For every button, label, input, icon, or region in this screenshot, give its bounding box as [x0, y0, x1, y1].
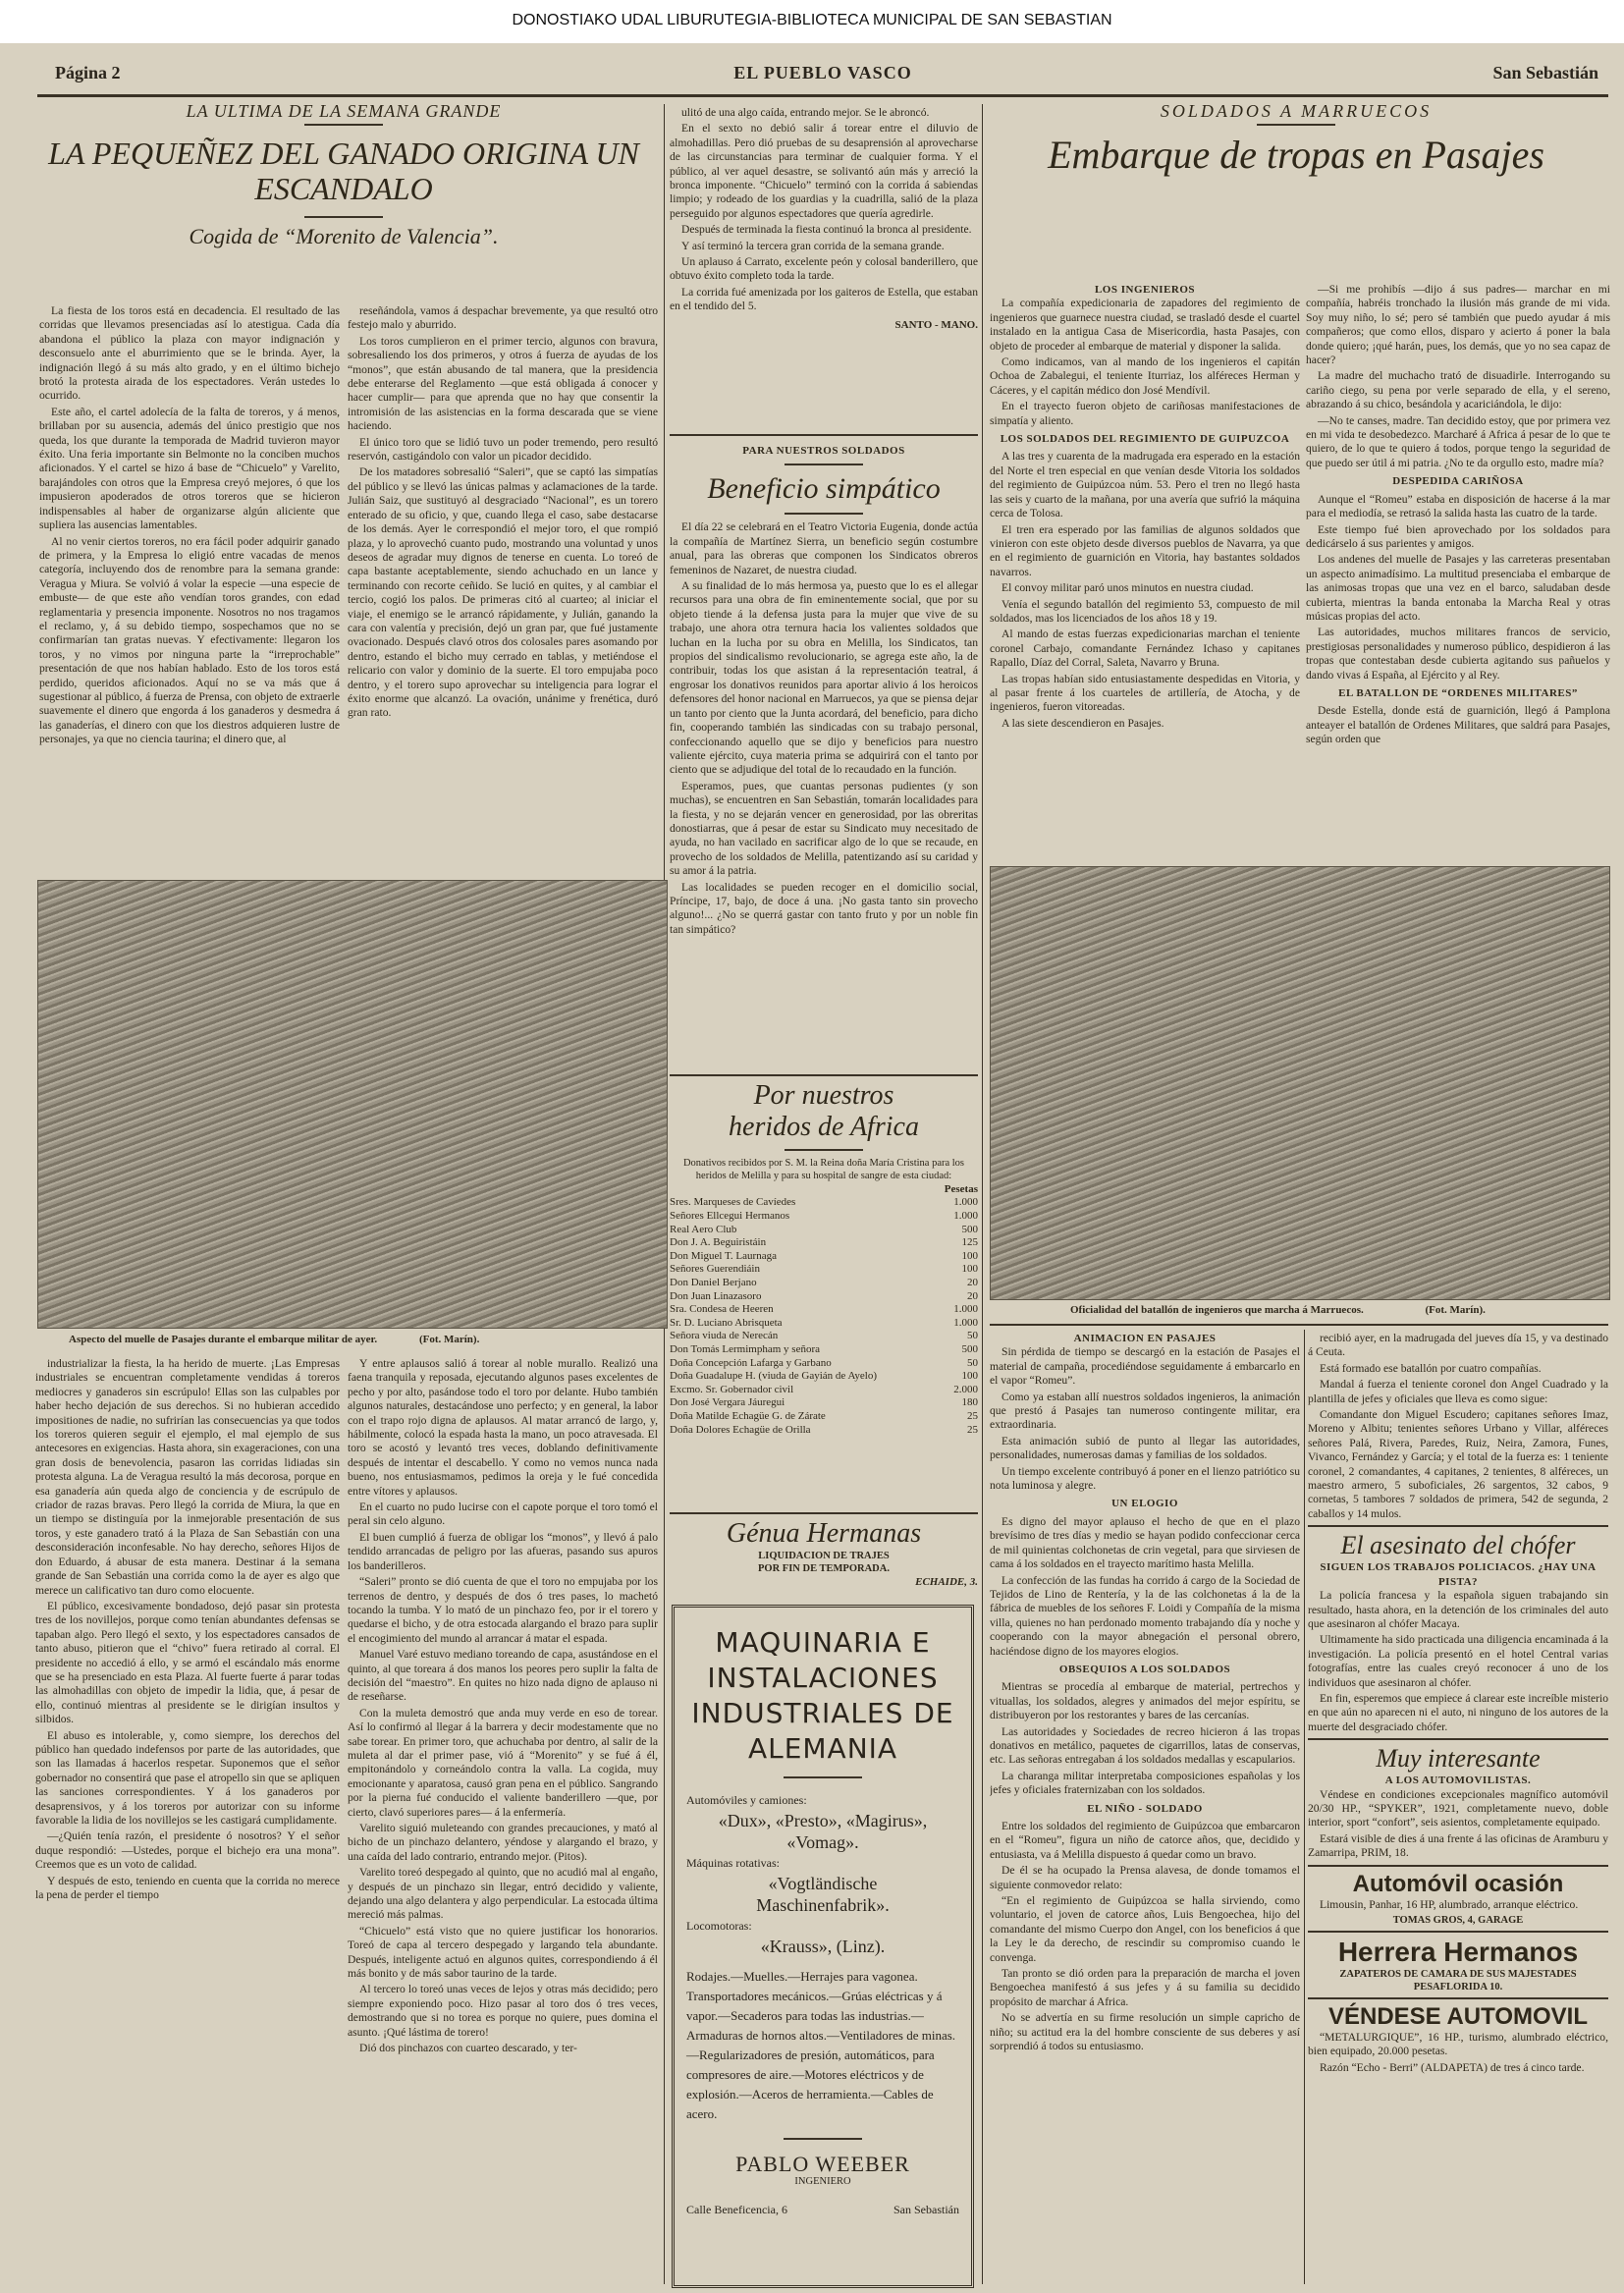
donor-name: Don Tomás Lermimpham y señora — [670, 1342, 820, 1355]
divider — [785, 464, 863, 465]
paragraph: Las autoridades, muchos militares francos de servicio, prestigiosas personalidades y numeroso público, despidieron á las tropas que contestaban desde cubierta agitando sus pañuelos y dando vivas á España, al Ejército y al Rey. — [1306, 626, 1610, 682]
donor-name: Señora viuda de Nerecán — [670, 1330, 779, 1342]
newspaper-page — [0, 43, 1624, 2293]
section-rule — [670, 1512, 978, 1514]
donation-row — [670, 1330, 978, 1343]
company-name: PABLO WEEBER — [735, 2152, 910, 2176]
newspaper-name: EL PUEBLO VASCO — [733, 63, 912, 82]
paragraph: Un tiempo excelente contribuyó á poner en el lienzo patriótico su nota luminosa y alegre. — [990, 1464, 1300, 1493]
donation-row — [670, 1384, 978, 1397]
paragraph: Venía el segundo batallón del regimiento 53, compuesto de mil soldados, mas los licenciados de los años 18 y 19. — [990, 597, 1300, 625]
beneficio-title: Beneficio simpático — [707, 472, 941, 506]
paragraph: Mandal á fuerza el teniente coronel don Angel Cuadrado y la plantilla de jefes y oficiales que lleva es como sigue: — [1308, 1378, 1608, 1405]
section-rule — [670, 1074, 978, 1076]
paragraph: No se advertía en su firme resolución un simple capricho de niño; su actitud era la del hombre consciente de sus deberes y así sorprendió á todos su entusiasmo. — [990, 2011, 1300, 2053]
paragraph: recibió ayer, en la madrugada del jueves día 15, y va destinado á Ceuta. — [1308, 1332, 1608, 1359]
donation-row — [670, 1196, 978, 1210]
paragraph: “Saleri” pronto se dió cuenta de que el toro no empujaba por los terrenos de dentro, y después de dos ó tres pases, lo machetó tocando la tumba. Y lo mató de un pinchazo feo, por ir el torero y quedarse el bicho, y de otra estocada alargando el brazo para suplir el encogimiento del mundo al arrancar á matar el espada. — [348, 1575, 658, 1645]
heridos-title: Por nuestros heridos de Africa — [729, 1080, 919, 1142]
paragraph: Manuel Varé estuvo mediano toreando de capa, asustándose en el quinto, al que toreara á dos manos los peores pero suplir la falta de decisión del “maestro”. En quites no hizo nada digno de aplauso ni de reseñarse. — [348, 1648, 658, 1704]
donation-amount: 125 — [961, 1236, 978, 1249]
cars-label: Automóviles y camiones: — [686, 1793, 807, 1807]
donation-amount: 180 — [961, 1396, 978, 1409]
pier-photo — [37, 880, 668, 1329]
paragraph: Y así terminó la tercera gran corrida de la semana grande. — [681, 239, 945, 252]
muy-interesante-subhead: A LOS AUTOMOVILISTAS. — [1384, 1774, 1532, 1787]
engines-label: Máquinas rotativas: — [686, 1856, 780, 1870]
ocasion-address: TOMAS GROS, 4, GARAGE — [1392, 1915, 1524, 1926]
column-rule — [982, 104, 983, 2284]
donor-name: Doña Guadalupe H. (viuda de Gayián de Ayelo) — [670, 1370, 877, 1383]
paragraph: Las tropas habían sido entusiastamente despedidas en Vitoria, y al pasar frente á los cuarteles de artillería, de Atocha, y de ingenieros, fueron vitoreadas. — [990, 672, 1300, 714]
herrera-title: Herrera Hermanos — [1337, 1937, 1579, 1967]
bullfight-subtitle: Cogida de “Morenito de Valencia”. — [189, 224, 499, 249]
vende-title: VÉNDESE AUTOMOVIL — [1327, 2003, 1589, 2030]
paragraph: El buen cumplió á fuerza de obligar los “monos”, y llevó á palo tendido arrancadas de peligro por las afueras, pasando sus apuros los banderilleros. — [348, 1530, 658, 1572]
donation-amount: 100 — [961, 1249, 978, 1262]
chofer-title: El asesinato del chófer — [1340, 1531, 1576, 1560]
subhead-obsequios: OBSEQUIOS A LOS SOLDADOS — [1058, 1663, 1231, 1675]
paragraph: Aunque el “Romeu” estaba en disposición de hacerse á la mar para el mediodía, se retrasó la salida hasta las cuatro de la tarde. — [1306, 492, 1610, 520]
paragraph: La confección de las fundas ha corrido á cargo de la Sociedad de Tejidos de Lino de Rentería, y la de las colchonetas á la de la fábrica de muebles de los señores F. Loidi y Compañía de la misma villa, quienes no han perdonado momento trabajando día y noche y cooperando con la mayor abnegación el personal obrero, haciéndose digno de los mayores elogios. — [990, 1573, 1300, 1658]
paragraph: El día 22 se celebrará en el Teatro Victoria Eugenia, donde actúa la compañía de Martínez Sierra, un beneficio según costumbre anual, para las obreras que componen los Sindicatos obreros femeninos de Nazaret, de nuestra ciudad. — [670, 520, 978, 576]
donor-name: Señores Ellcegui Hermanos — [670, 1210, 790, 1222]
herrera-subtitle: ZAPATEROS DE CAMARA DE SUS MAJESTADES — [1339, 1969, 1577, 1980]
paragraph: reseñándola, vamos á despachar brevemente, ya que resultó otro festejo malo y aburrido. — [348, 304, 658, 332]
locos-label: Locomotoras: — [686, 1919, 752, 1933]
donor-name: Don José Vergara Jáuregui — [670, 1396, 785, 1409]
donor-name: Sra. Condesa de Heeren — [670, 1303, 774, 1316]
paragraph: A su finalidad de lo más hermosa ya, puesto que lo es el allegar recursos para una obra de fin eminentemente social, que por su objeto tiende á la defensa justa para la mujer que vive de su trabajo, une ahora otra ternura hacia los valientes soldados que luchan en la lucha por su obra en Melilla, los Sindicatos, tan propios del sindicalismo revolucionario, se agrega este año, la de contribuir, todas los que asistan á la representación teatral, á engrosar los donativos reunidos para aportar alivio á los heroicos defensores del honor nacional en Marruecos, ya que se piensa dejar un tanto por ciento que la Junta acordará, del beneficio, para dicho fin, cooperando también las sindicadas con su trabajo personal, confeccionando aquello que se dijo y beneficios para nuestro valiente ejército, cuya materia prima se adquirirá con el tanto por ciento que se adjudique del total de lo recaudado en la función. — [670, 579, 978, 777]
divider — [785, 513, 863, 515]
divider — [785, 1149, 863, 1151]
page-number: Página 2 — [55, 63, 121, 82]
locos-brand: «Krauss», (Linz). — [760, 1937, 886, 1956]
divider — [1308, 1997, 1608, 1999]
paragraph: Ultimamente ha sido practicada una diligencia encaminada á la investigación. La policía presentó en el hotel Central varias fotografías, entre las cuales creyó reconocer á uno de los individuos que asesinaron al chófer. — [1308, 1633, 1608, 1689]
donation-amount: 50 — [967, 1356, 978, 1369]
paragraph: Con la muleta demostró que anda muy verde en eso de torear. Así lo confirmó al llegar á la barrera y decir modestamente que no sabe torear. En primer toro, que achuchaba por dentro, al salir de la muleta al dar el primer pase, vió á “Morenito” y se fué á él, empitonándolo y corneándolo contra la valla. La cogida, muy emocionante y aparatosa, causó gran pena en el público. Sangrando por la pierna fué conducido el valiente banderillero —que, por cierto, clavó superiores pares— á la enfermería. — [348, 1706, 658, 1819]
donation-amount: 20 — [967, 1289, 978, 1302]
paragraph: La compañía expedicionaria de zapadores del regimiento de ingenieros que guarnece nuestra ciudad, se trasladó desde el cuartel instalado en la antigua Casa de Misericordia, hasta Pasajes, con objeto de proceder al embarque de material y disponer la salida. — [990, 297, 1300, 353]
paragraph: ulitó de una algo caída, entrando mejor. Se le abroncó. — [681, 106, 930, 119]
divider — [304, 124, 383, 126]
donation-amount: 1.000 — [953, 1196, 978, 1209]
genua-name: Génua Hermanas — [726, 1518, 922, 1549]
bullfight-col-3 — [670, 106, 978, 430]
signature: SANTO - MANO. — [894, 318, 978, 331]
paragraph: La charanga militar interpretaba composiciones españolas y los jefes y oficiales fraternizaban con los soldados. — [990, 1769, 1300, 1797]
donation-amount: 2.000 — [953, 1383, 978, 1395]
marruecos-kicker: SOLDADOS A MARRUECOS — [1160, 104, 1433, 121]
marruecos-header — [986, 104, 1606, 251]
paragraph: Estará visible de dies á una frente á las oficinas de Aramburu y Zamarripa, PRIM, 18. — [1308, 1831, 1608, 1860]
paragraph: Al no venir ciertos toreros, no era fácil poder adquirir ganado de primera, y la Empresa lo eligió entre vacadas de menos categoría, incluyendo dos de renombre para la semana grande: Veragua y Miura. Se volvió á volar la especie —una especie de embuste— de que este año vendían toros grandes, con edad reglamentaria y presencia imponente. Nosotros no nos tragamos el reclamo, y, á su debido tiempo, sospechamos que no se confirmarían tan gratas nuevas. Y efectivamente: llegaron los toros, y no vimos por ninguna parte la “irreprochable” presentación de que nos habían hablado. Esto de los toros está perdido, queridos aficionados. Aquí no se va más que á sugestionar al público, á fuerza de Prensa, con objeto de extraerle suavemente el dinero que engorda á los ganaderos y desmedra á las ganaderías, el dinero con que los diestros adquieren lustre de personajes, ya que no ciencia taurina; el dinero que, al — [39, 534, 340, 746]
subhead-despedida: DESPEDIDA CARIÑOSA — [1392, 475, 1524, 488]
donor-name: Don Daniel Berjano — [670, 1276, 757, 1288]
heridos-intro: Donativos recibidos por S. M. la Reina doña María Cristina para los heridos de Melilla y para su hospital de sangre de esta ciudad: — [682, 1158, 965, 1181]
paragraph: Dió dos pinchazos con cuarteo descarado, y ter- — [359, 2042, 577, 2055]
paragraph: Al tercero lo toreó unas veces de lejos y otras más decidido; pero siempre exponiendo poco. Hizo pasar al toro dos ó tres veces, demostrando que si no torea es porque no quiere, pues domina el asunto. ¡Qué lástima de torero! — [348, 1983, 658, 2039]
paragraph: Los toros cumplieron en el primer tercio, algunos con bravura, sobresaliendo los dos primeros, y otros á fuerza de ayudas de los “monos”, que están abusando de tal manera, que la presidencia debe enterarse del Reglamento —que está obligada á conocer y hacer cumplir— para que aprenda que no hay que consentir la intromisión de las asistencias en la forma descarada que se viene haciendo. — [348, 334, 658, 433]
cars-brands: «Dux», «Presto», «Magirus», «Vomag». — [718, 1811, 928, 1852]
engines-brand: «Vogtländische Maschinenfabrik». — [756, 1874, 890, 1915]
donation-row — [670, 1370, 978, 1384]
paragraph: Entre los soldados del regimiento de Guipúzcoa que embarcaron en el “Romeu”, figura un niño de catorce años, que, decidido y entusiasta, va á Melilla dispuesto á quedar como un bravo. — [990, 1820, 1300, 1861]
paragraph: Véndese en condiciones excepcionales magnífico automóvil 20/30 HP., “SPYKER”, 1921, completamente nuevo, doble interior, sport “confort”, seis asientos, completamente equipado. — [1308, 1787, 1608, 1829]
donor-name: Sres. Marqueses de Cavíedes — [670, 1196, 796, 1209]
donation-amount: 1.000 — [953, 1316, 978, 1329]
company-address: Calle Beneficencia, 6 San Sebastián — [686, 2203, 959, 2216]
marruecos-col-1 — [990, 283, 1300, 872]
donation-row — [670, 1317, 978, 1331]
paragraph: A las siete descendieron en Pasajes. — [1001, 716, 1164, 730]
marruecos-title: Embarque de tropas en Pasajes — [1048, 133, 1544, 178]
donation-amount: 1.000 — [953, 1303, 978, 1316]
paragraph: Las autoridades y Sociedades de recreo hicieron á las tropas donativos en metálico, paquetes de cigarrillos, latas de conservas, etc. Las señoras entregaban á los soldados medallas y escapularios. — [990, 1724, 1300, 1767]
paragraph: El tren era esperado por las familias de algunos soldados que vinieron con este objeto desde diversos pueblos de Navarra, ya que en el regimiento de guarnición en Vitoria, hay bastantes soldados navarros. — [990, 522, 1300, 578]
paragraph: Varelito siguió muleteando con grandes precauciones, y mató al bicho de un pinchazo delantero, yéndose y alargando el brazo, y una caída del lado contrario, entrando mejor. (Pitos). — [348, 1822, 658, 1863]
paragraph: Limousin, Panhar, 16 HP, alumbrado, arranque eléctrico. — [1320, 1897, 1579, 1911]
ocasion-title: Automóvil ocasión — [1352, 1870, 1564, 1897]
donation-list — [670, 1196, 978, 1437]
genua-address: ECHAIDE, 3. — [915, 1576, 978, 1588]
donation-row — [670, 1303, 978, 1317]
donation-row — [670, 1236, 978, 1250]
paragraph: Los andenes del muelle de Pasajes y las carreteras presentaban un aspecto animadísimo. La multitud presenciaba el embarque de las animosas tropas que una vez en el barco, saludaban desde cubierta, mientras la banda entonaba la Marcha Real y otras músicas propias del acto. — [1306, 553, 1610, 623]
donation-amount: 500 — [961, 1342, 978, 1355]
donation-row — [670, 1224, 978, 1237]
right-bottom-col — [1308, 1332, 1608, 2286]
paragraph: La fiesta de los toros está en decadencia. El resultado de las corridas que llevamos presenciadas así lo atestigua. Cada día abandona el público la plaza con mayor indignación y desconsuelo ante el aburrimiento que se le brinda. Ayer, la indignación llegó á su más alto grado, y en el último bichejo brotó la protesta airada de los espectadores. Verán ustedes lo ocurrido. — [39, 304, 340, 403]
paragraph: La corrida fué amenizada por los gaiteros de Estella, que estaban en el tendido del 5. — [670, 285, 978, 313]
herrera-address: PESAFLORIDA 10. — [1413, 1982, 1503, 1993]
paragraph: Sin pérdida de tiempo se descargó en la estación de Pasajes el material de campaña, procediéndose seguidamente á embarcarlo en el vapor “Romeu”. — [990, 1345, 1300, 1388]
divider — [1308, 1865, 1608, 1867]
donor-name: Don J. A. Beguiristáin — [670, 1236, 767, 1249]
section-rule — [990, 1324, 1608, 1326]
donation-amount: 500 — [961, 1223, 978, 1235]
donation-row — [670, 1343, 978, 1357]
donation-row — [670, 1396, 978, 1410]
donation-amount: 25 — [967, 1409, 978, 1422]
masthead-rule — [37, 94, 1608, 97]
paragraph: industrializar la fiesta, la ha herido de muerte. ¡Las Empresas industriales se encuentran completamente vendidas á toreros mediocres y ganaderos sin escrúpulo! Ellas son las culpables por haber hecho dejación de sus derechos. Si no hubieran accedido impositiones de nadie, no sufrirían las consecuencias ya que todos los toreros quieren seguir el ejemplo, el mal ejemplo de sus antecesores en exigencias. Hasta ahora, sin exageraciones, con una gran dosis de benevolencia, pasaron las corridas lidiadas sin protesta alguna. La de Veragua resultó la más decorosa, porque en esa ganadería aún queda algo de conciencia y de escrúpulo de criador de razas bravas. Pero llegó la corrida de Miura, la que en un tiempo se distinguía por la inmejorable presentación de sus toros, y este ganadero trató á la Plaza de San Sebastián con una desconsideración inconfesable. No hay derecho, señores Hijos de don Eduardo, á abusar de esta manera. Destinar á la semana grande de San Sebastián una corrida como la de ayer es algo que merece un calificativo tan duro como elocuente. — [35, 1357, 340, 1597]
paragraph: Después de terminada la fiesta continuó la bronca al presidente. — [681, 223, 972, 237]
subhead-ingenieros: LOS INGENIEROS — [1094, 284, 1196, 296]
bullfight-col-2 — [348, 304, 658, 894]
subhead-nino: EL NIÑO - SOLDADO — [1087, 1802, 1203, 1815]
bullfight-col-1 — [39, 304, 340, 894]
donation-amount: 25 — [967, 1423, 978, 1436]
divider — [784, 2138, 862, 2140]
paragraph: “Chicuelo” está visto que no quiere justificar los honorarios. Toreó de capa al tercero despegado y largando tela abundante. Después, inteligente actuó en algunos quites, correspondiendo á él más bonito y de más sabor taurino de la tarde. — [348, 1924, 658, 1981]
paragraph: Varelito toreó despegado al quinto, que no acudió mal al engaño, y después de un pinchazo sin llegar, entró decidido y valiente, dejando una algo delantera y algo perpendicular. La estocada última mereció más palmas. — [348, 1866, 658, 1922]
company-role: INGENIERO — [794, 2176, 851, 2187]
masthead — [37, 63, 1608, 90]
products-list: Rodajes.—Muelles.—Herrajes para vagonea. Transportadores mecánicos.—Grúas eléctricas y á vapor.—Secaderos para todas las industrias.—Armaduras de hornos altos.—Ventiladores de minas.—Regularizadores de presión, automáticos, para compresores de aire.—Motores eléctricos y de explosión.—Aceros de herramienta.—Cables de acero. — [686, 1969, 956, 2121]
paragraph: Y entre aplausos salió á torear al noble murallo. Realizó una faena tranquila y reposada, ejecutando algunos pases excelentes de pecho y por alto, pasándose todo el toro por delante. Hubo también algunos naturales, destacándose uno perfecto; y en general, la labor con el trapo rojo digna de aplausos. Al matar arrancó de largo, y, hábilmente, colocó la espada hasta la mano, un poco atravesada. El toro se acostó y levantó tres veces, doblando definitivamente después de intentar el descabello. Y como no vemos nunca nada bueno, nos entusiasmamos, pedimos la oreja y le fué concedida entre vítores y aplausos. — [348, 1357, 658, 1498]
divider — [1308, 1931, 1608, 1933]
donation-amount: 1.000 — [953, 1210, 978, 1222]
divider — [1308, 1525, 1608, 1527]
paragraph: Y después de esto, teniendo en cuenta que la corrida no merece la pena de perder el tiempo — [35, 1874, 340, 1902]
donor-name: Excmo. Sr. Gobernador civil — [670, 1383, 794, 1395]
section-rule — [670, 434, 978, 436]
paragraph: De él se ha ocupado la Prensa alavesa, de donde tomamos el siguiente conmovedor relato: — [990, 1864, 1300, 1891]
paragraph: Mientras se procedía al embarque de material, pertrechos y vituallas, los soldados, alegres y animados del mejor espíritu, se distribuyeron por los restorantes y bares de las cercanías. — [990, 1680, 1300, 1722]
paragraph: Como indicamos, van al mando de los ingenieros el capitán Ochoa de Zabalegui, el teniente Iturriaz, los alféreces Herman y Cáceres, y el capitán médico don José Mendívil. — [990, 355, 1300, 397]
divider — [1257, 124, 1335, 126]
paragraph: El abuso es intolerable, y, como siempre, los derechos del público han quedado indefensos por parte de las autoridades, que son las llamadas á hacerlos respetar. Suponemos que el señor gobernador no consentirá que pase el atropello sin que se apliquen las sanciones correspondientes. Y á los ganaderos por desaprensivos, y á los toreros por autorizar con su informe favorable la lidia de los novillejos se les castigará cumplidamente. — [35, 1728, 340, 1827]
donor-name: Don Miguel T. Laurnaga — [670, 1249, 777, 1262]
paragraph: El convoy militar paró unos minutos en nuestra ciudad. — [1001, 581, 1254, 595]
paragraph: “En el regimiento de Guipúzcoa se halla sirviendo, como voluntario, el joven de catorce años, Luis Bengoechea, hijo del comandante del mismo Cuerpo don Angel, con los beneficios á que la Ley le da derecho, de rescindir su compromiso cuando le convenga. — [990, 1894, 1300, 1964]
beneficio-article — [670, 444, 978, 1072]
archive-banner: DONOSTIAKO UDAL LIBURUTEGIA-BIBLIOTECA MUNICIPAL DE SAN SEBASTIAN — [0, 0, 1624, 43]
paragraph: Es digno del mayor aplauso el hecho de que en el plazo brevísimo de tres días y medio se hayan podido confeccionar cerca de mil quinientas colchonetas de crin vegetal, para que sirviesen de cama á los soldados en el trayecto marítimo hasta Melilla. — [990, 1514, 1300, 1571]
genua-line-2: POR FIN DE TEMPORADA. — [758, 1563, 890, 1574]
chofer-subhead: SIGUEN LOS TRABAJOS POLICIACOS. ¿HAY UNA PISTA? — [1320, 1561, 1597, 1588]
donation-row — [670, 1210, 978, 1224]
paragraph: Está formado ese batallón por cuatro compañías. — [1320, 1361, 1542, 1375]
donor-name: Doña Dolores Echagüe de Orilla — [670, 1423, 811, 1436]
genua-line-1: LIQUIDACION DE TRAJES — [758, 1551, 890, 1561]
donor-name: Doña Concepción Lafarga y Garbano — [670, 1356, 832, 1369]
officers-photo-caption: Oficialidad del batallón de ingenieros que marcha á Marruecos. (Fot. Marín). — [1070, 1304, 1486, 1316]
paragraph: De los matadores sobresalió “Saleri”, que se captó las simpatías del público y se llevó las únicas palmas y aclamaciones de la tarde. Julián Saiz, que sustituyó al desgraciado “Nacional”, es un torero enterado de su oficio, y que, cuando llega el caso, sabe destacarse de los demás. Ayer le correspondió el mejor toro, el que rompió plaza, y lo aprovechó cuanto pudo, mostrando una voluntad y unos deseos de agradar muy dignos de tenerse en cuenta. Lo toreó de capa bastante aceptablemente, siendo achuchado en un lance y terminando con recorte ceñido. Se lució en quites, y al cambiar el tercio, cogió los palos. De primeras citó al cuarteo; al iniciar el viaje, el enemigo se le arrancó rápidamente, y Julián, ganando la cara con valentía y precisión, dejó un gran par, que fué justamente ovacionado. Después clavó otros dos colosales pares asomando por dentro, estando el bicho muy cerrado en tablas, y metiéndose el relicario con valor y dominio de la suerte. El toro empujaba poco dentro, y el torero supo aprovechar su inteligencia para lograr el éxito enorme que alcanzó. La ovación, unánime y frenética, duró gran rato. — [348, 465, 658, 720]
city-name: San Sebastián — [1492, 63, 1598, 82]
paragraph: Comandante don Miguel Escudero; capitanes señores Imaz, Moreno y Albitu; tenientes señores Urbano y Villar, alféreces señores Palá, Rivera, Paredes, Ruiz, Neira, Zamora, Funes, Vivanco, Fernández y García; y el total de la fuerza es: 1 teniente coronel, 2 comandantes, 4 capitanes, 2 tenientes, 8 alféreces, un maestro armero, 5 suboficiales, 26 sargentos, 32 cabos, 9 cornetas, 5 tambores 7 soldados de primera, 542 de segunda, 2 caballos y 14 mulos. — [1308, 1408, 1608, 1520]
donor-name: Sr. D. Luciano Abrisqueta — [670, 1316, 783, 1329]
animacion-col — [990, 1332, 1300, 2286]
paragraph: Esperamos, pues, que cuantas personas pudientes (y son muchas), se encuentren en San Sebastián, tomarán localidades para la fiesta, y no se dejarán vencer en generosidad, por las obreritas donostiarras, que á pesar de estar su Sindicato muy necesitado de ayuda, no han vacilado en sacrificar algo de lo que se recaude, en provecho de los soldados de Melilla, patentizando así su caridad y su amor á la patria. — [670, 779, 978, 878]
muy-interesante-title: Muy interesante — [1376, 1744, 1541, 1774]
donor-name: Doña Matilde Echagüe G. de Zárate — [670, 1409, 826, 1422]
paragraph: Las localidades se pueden recoger en el domicilio social, Príncipe, 17, bajo, de doce á una. ¡No gasta tanto sin provecho alguno!... ¿No se querrá gastar con tanto fruto y por un noble fin tan simpático? — [670, 880, 978, 936]
donation-row — [670, 1277, 978, 1290]
paragraph: La madre del muchacho trató de disuadirle. Interrogando su cariño ciego, su pena por verle separado de ella, y el sereno, abrazando á su chico, besándola y acariciándola, le dijo: — [1306, 369, 1610, 411]
donation-row — [670, 1424, 978, 1438]
officers-photo — [990, 866, 1610, 1300]
donation-amount: 50 — [967, 1330, 978, 1342]
paragraph: Este tiempo fué bien aprovechado por los soldados para dedicárselo á sus parientes y amigos. — [1306, 522, 1610, 550]
maquinaria-ad — [672, 1605, 974, 2288]
divider — [784, 1776, 862, 1778]
paragraph: Esta animación subió de punto al llegar las autoridades, personalidades, numerosas damas y familias de los soldados. — [990, 1434, 1300, 1462]
column-rule — [1304, 1330, 1305, 2284]
donation-amount: 20 — [967, 1276, 978, 1288]
paragraph: En el trayecto fueron objeto de cariñosas manifestaciones de simpatía y aliento. — [990, 400, 1300, 427]
paragraph: En fin, esperemos que empiece á clarear este increíble misterio en que aún no aparecen ni el auto, ni ninguno de los autores de la muerte del desgraciado chófer. — [1308, 1691, 1608, 1733]
paragraph: —No te canses, madre. Tan decidido estoy, que por primera vez en mi vida te desobedezco. Marcharé á Africa á pesar de lo que te quiero, de lo que te quiero á todos, porque tengo la seguridad de que puedo ser útil á mi patria. ¿No te da orgullo esto, madre mía? — [1306, 413, 1610, 469]
paragraph: En el sexto no debió salir á torear entre el diluvio de almohadillas. Pero dió pruebas de su desaprensión al aprovecharse de las circunstancias para terminar de cualquier forma. Y el público, al ver aquel desastre, se solivantó aún más y arreció la bronca imponente. “Chicuelo” terminó con la corrida á sabiendas limpio; y rodeado de los guardias y la cuadrilla, salió de la plaza perseguido por algunos espectadores que quería agredirle. — [670, 122, 978, 220]
donation-row — [670, 1290, 978, 1304]
paragraph: Al mando de estas fuerzas expedicionarias marchan el teniente coronel Carbajo, comandante Fernández Ichaso y capitanes Rapallo, Díaz del Corral, Saleta, Navarro y Bruna. — [990, 628, 1300, 670]
marruecos-col-2 — [1306, 283, 1610, 872]
subhead-animacion: ANIMACION EN PASAJES — [1073, 1333, 1217, 1344]
paragraph: Razón “Echo - Berri” (ALDAPETA) de tres á cinco tarde. — [1320, 2060, 1585, 2074]
bullfight-title: LA PEQUEÑEZ DEL GANADO ORIGINA UN ESCANDALO — [48, 136, 639, 207]
divider — [304, 216, 383, 218]
paragraph: La policía francesa y la española siguen trabajando sin resultado, hasta ahora, en la detención de los criminales del auto que asesinaron al chófer Macaya. — [1308, 1589, 1608, 1630]
subhead-elogio: UN ELOGIO — [1111, 1498, 1178, 1510]
paragraph: Desde Estella, donde está de guarnición, llegó á Pamplona anteayer el batallón de Ordenes Militares, que saldrá para Pasajes, según orden que — [1306, 704, 1610, 746]
paragraph: Tan pronto se dió orden para la preparación de marcha el joven Bengoechea manifestó á sus jefes y á su familia su decidido propósito de marchar á Africa. — [990, 1967, 1300, 2008]
paragraph: Como ya estaban allí nuestros soldados ingenieros, la animación que prestó á Pasajes tan numeroso contingente militar, era extraordinaria. — [990, 1390, 1300, 1432]
paragraph: A las tres y cuarenta de la madrugada era esperado en la estación del Norte el tren especial en que venían desde Vitoria los soldados del regimiento de Guipúzcoa núm. 53. Pero el tren no llegó hasta las seis y cuarto de la mañana, por una avería que sufrió la máquina cerca de Tolosa. — [990, 450, 1300, 520]
maquinaria-title: MAQUINARIA E INSTALACIONES INDUSTRIALES DE ALEMANIA — [691, 1626, 954, 1765]
bullfight-bottom-col-1 — [35, 1357, 340, 2286]
donation-row — [670, 1250, 978, 1264]
beneficio-kicker: PARA NUESTROS SOLDADOS — [742, 445, 905, 457]
subhead-ordenes: EL BATALLON DE “ORDENES MILITARES” — [1338, 686, 1578, 699]
donation-row — [670, 1357, 978, 1371]
donation-amount: 100 — [961, 1263, 978, 1276]
bullfight-bottom-col-2 — [348, 1357, 658, 2286]
subhead-guipuzcoa: LOS SOLDADOS DEL REGIMIENTO DE GUIPUZCOA — [1000, 433, 1290, 446]
currency-label: Pesetas — [944, 1183, 978, 1195]
donor-name: Señores Guerendiáin — [670, 1263, 760, 1276]
donation-amount: 100 — [961, 1370, 978, 1383]
paragraph: Un aplauso á Carrato, excelente peón y colosal banderillero, que obtuvo éxito completo toda la tarde. — [670, 255, 978, 283]
paragraph: —Si me prohibís —dijo á sus padres— marchar en mi compañía, habréis tronchado la ilusión más grande de mi vida. Soy muy niño, lo sé; pero sé también que puedo ayudar á mis compañeros; que como ellos, disparo y acierto á poner la bala donde quiero; ¡qué harán, pues, los demás, que yo no sea capaz de hacer? — [1306, 283, 1610, 367]
paragraph: —¿Quién tenía razón, el presidente ó nosotros? Y el señor duque respondió: —Ustedes, porque el bichejo era una mona”. Creemos que es un voto de calidad. — [35, 1829, 340, 1872]
paragraph: El único toro que se lidió tuvo un poder tremendo, pero resultó reservón, castigándolo con valor un picador decidido. — [348, 435, 658, 464]
heridos-article — [670, 1080, 978, 1510]
donor-name: Don Juan Linazasoro — [670, 1289, 762, 1302]
donation-row — [670, 1410, 978, 1424]
paragraph: El público, excesivamente bondadoso, dejó pasar sin protesta tres de los novillejos, porque como tenían abundantes defensas se tapaban algo. Pero llegó el sexto, y los espectadores cansados de tanto abuso, pitieron que el “chivo” fuera retirado al corral. El presidente no accedió á ello, y se armó el escándalo más enorme que se ha presenciado en esta Plaza. Al fuerte fuerte á parar todas las almohadillas con objeto de impedir la lidia, que, á pesar de ello, continuó mientras al presidente se le dirigían insultos y silbidos. — [35, 1599, 340, 1726]
pier-photo-caption: Aspecto del muelle de Pasajes durante el embarque militar de ayer. (Fot. Marín). — [69, 1334, 480, 1345]
bullfight-kicker: LA ULTIMA DE LA SEMANA GRANDE — [186, 104, 502, 121]
paragraph: En el cuarto no pudo lucirse con el capote porque el toro tomó el peral sin celo alguno. — [348, 1501, 658, 1528]
donor-name: Real Aero Club — [670, 1223, 737, 1235]
divider — [1308, 1738, 1608, 1740]
paragraph: Este año, el cartel adolecía de la falta de toreros, y á menos, brillaban por su ausencia, además del único prestigio que nos queda, los que durante la temporada de Madrid tuvieron mayor éxito. Una feria importante sin Belmonte no la conciben muchos aficionados. Y el cartel se hizo á base de “Chicuelo” y Varelito, barajándoles con otros que la Empresa creyó mejores, ó que los impusieron apoderados de otros toreros que se hicieron indispensables al haber de organizarse algún aliciente que supliera las ausencias lamentables. — [39, 405, 340, 532]
genua-ad — [670, 1518, 978, 1597]
donation-row — [670, 1263, 978, 1277]
paragraph: “METALURGIQUE”, 16 HP., turismo, alumbrado eléctrico, bien equipado, 20.000 pesetas. — [1308, 2031, 1608, 2058]
